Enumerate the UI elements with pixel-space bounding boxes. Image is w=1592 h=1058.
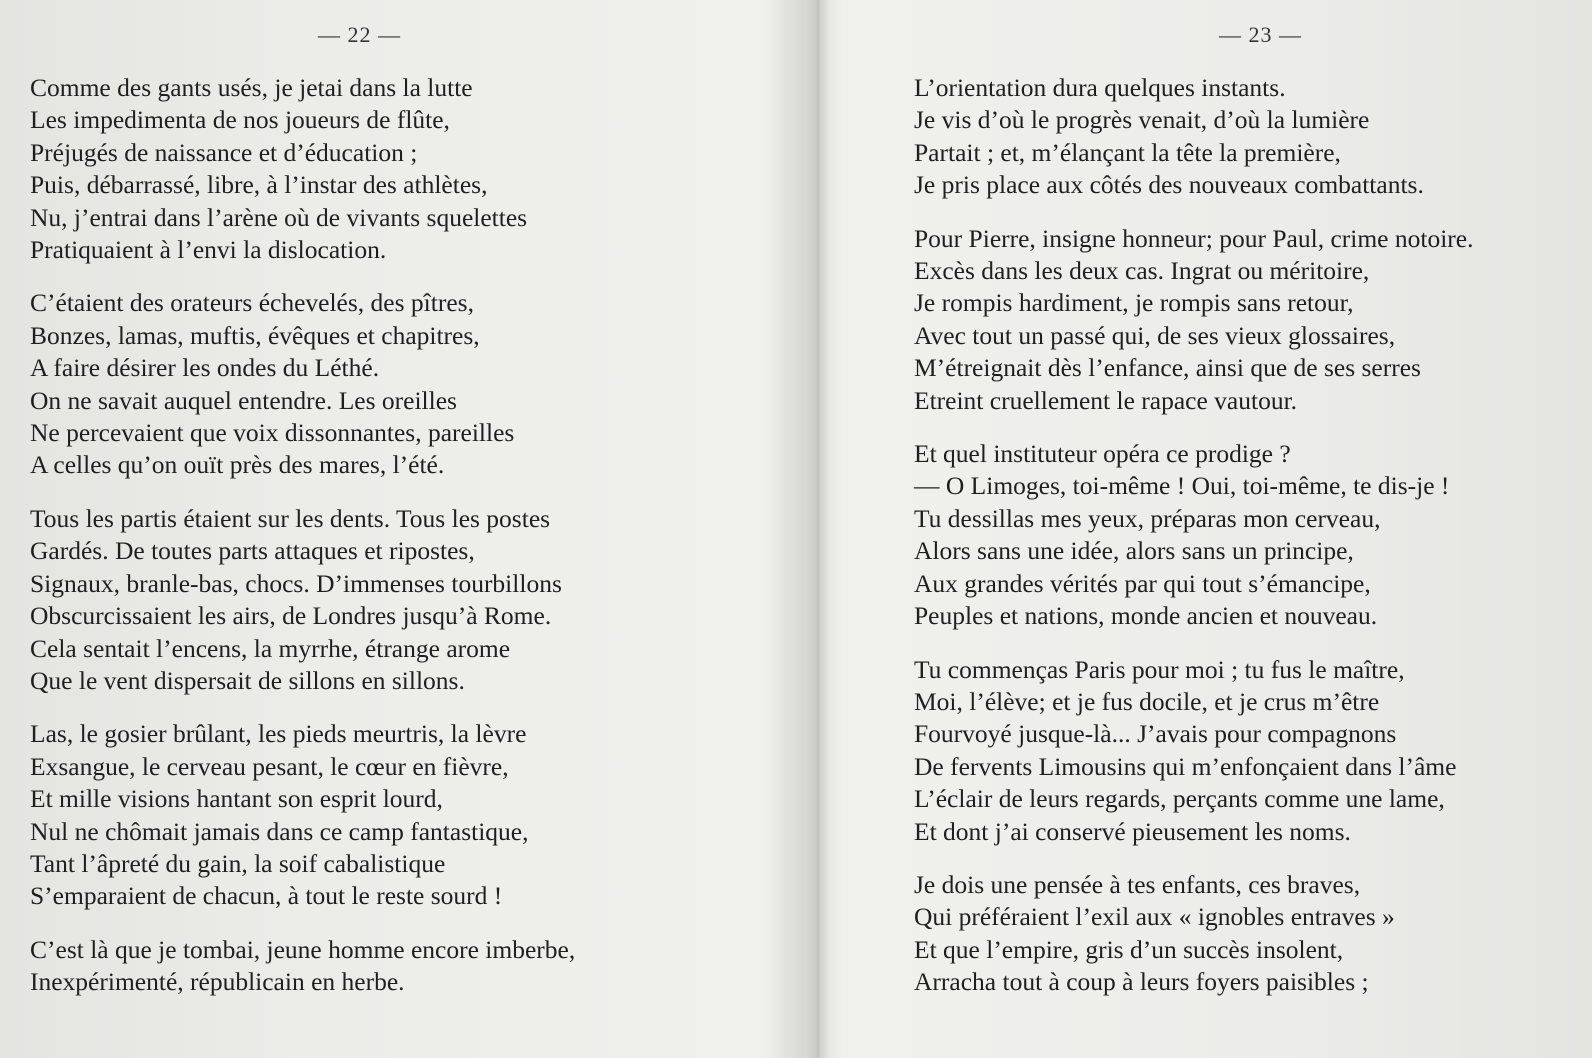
page-number-left: — 22 — <box>318 22 401 47</box>
stanza <box>30 503 818 697</box>
stanza <box>914 223 1592 417</box>
verse-line: Bonzes, lamas, muftis, évêques et chapitres, <box>30 320 480 350</box>
verse-line: S’emparaient de chacun, à tout le reste sourd ! <box>30 881 503 911</box>
verse-line: Fourvoyé jusque-là... J’avais pour compagnons <box>914 719 1397 749</box>
stanza <box>30 718 818 912</box>
verse-line: Moi, l’élève; et je fus docile, et je crus m’être <box>914 686 1380 716</box>
verse-line: Tu dessillas mes yeux, préparas mon cerveau, <box>914 503 1381 533</box>
stanza <box>30 72 818 266</box>
verse-line: A faire désirer les ondes du Léthé. <box>30 353 380 383</box>
verse-line: Comme des gants usés, je jetai dans la lutte <box>30 73 473 102</box>
verse-line: Je dois une pensée à tes enfants, ces braves, <box>914 869 1361 899</box>
verse-line: L’éclair de leurs regards, perçants comme une lame, <box>914 784 1445 814</box>
verse-line: Peuples et nations, monde ancien et nouveau. <box>914 601 1378 631</box>
verse-line: Préjugés de naissance et d’éducation ; <box>30 137 418 167</box>
verse-line: Et quel instituteur opéra ce prodige ? <box>914 439 1291 469</box>
poem-left <box>0 72 818 1020</box>
verse-line: Excès dans les deux cas. Ingrat ou méritoire, <box>914 256 1370 286</box>
stanza <box>914 869 1592 999</box>
stanza <box>914 72 1592 202</box>
verse-line: Obscurcissaient les airs, de Londres jusqu’à Rome. <box>30 601 552 631</box>
stanza <box>914 438 1592 632</box>
verse-line: Signaux, branle-bas, chocs. D’immenses tourbillons <box>30 568 562 598</box>
verse-line: Gardés. De toutes parts attaques et ripostes, <box>30 536 475 566</box>
verse-line: Arracha tout à coup à leurs foyers paisibles ; <box>914 967 1369 997</box>
verse-line: Que le vent dispersait de sillons en sillons. <box>30 665 465 695</box>
verse-line: C’est là que je tombai, jeune homme encore imberbe, <box>30 934 576 964</box>
verse-line: C’étaient des orateurs échevelés, des pîtres, <box>30 288 474 318</box>
verse-line: Qui préféraient l’exil aux « ignobles entraves » <box>914 902 1395 932</box>
verse-line: Tant l’âpreté du gain, la soif cabalistique <box>30 848 446 878</box>
verse-line: On ne savait auquel entendre. Les oreilles <box>30 385 457 415</box>
verse-line: Tous les partis étaient sur les dents. Tous les postes <box>30 503 551 533</box>
right-page <box>818 0 1592 1058</box>
verse-line: Je pris place aux côtés des nouveaux combattants. <box>914 170 1424 200</box>
stanza <box>30 934 818 999</box>
verse-line: Ne percevaient que voix dissonnantes, pareilles <box>30 418 515 448</box>
poem-right <box>818 72 1592 1020</box>
verse-line: Puis, débarrassé, libre, à l’instar des athlètes, <box>30 170 488 200</box>
verse-line: L’orientation dura quelques instants. <box>914 73 1286 102</box>
verse-line: Pour Pierre, insigne honneur; pour Paul, crime notoire. <box>914 223 1474 253</box>
verse-line: Avec tout un passé qui, de ses vieux glossaires, <box>914 320 1396 350</box>
verse-line: Et que l’empire, gris d’un succès insolent, <box>914 934 1344 964</box>
verse-line: Et dont j’ai conservé pieusement les noms. <box>914 816 1351 846</box>
verse-line: Je vis d’où le progrès venait, d’où la lumière <box>914 105 1370 135</box>
verse-line: Pratiquaient à l’envi la dislocation. <box>30 235 387 265</box>
verse-line: Cela sentait l’encens, la myrrhe, étrange arome <box>30 633 511 663</box>
stanza <box>30 287 818 481</box>
verse-line: Nul ne chômait jamais dans ce camp fantastique, <box>30 816 529 846</box>
verse-line: Las, le gosier brûlant, les pieds meurtris, la lèvre <box>30 719 527 749</box>
verse-line: Etreint cruellement le rapace vautour. <box>914 385 1298 415</box>
verse-line: Je rompis hardiment, je rompis sans retour, <box>914 288 1354 318</box>
verse-line: Et mille visions hantant son esprit lourd, <box>30 784 443 814</box>
verse-line: M’étreignait dès l’enfance, ainsi que de ses serres <box>914 353 1421 383</box>
verse-line: A celles qu’on ouït près des mares, l’été. <box>30 450 445 480</box>
verse-line: Alors sans une idée, alors sans un principe, <box>914 536 1354 566</box>
verse-line: Partait ; et, m’élançant la tête la première, <box>914 137 1341 167</box>
verse-line: Les impedimenta de nos joueurs de flûte, <box>30 105 450 135</box>
page-number-right: — 23 — <box>1219 22 1302 47</box>
verse-line: De fervents Limousins qui m’enfonçaient dans l’âme <box>914 751 1457 781</box>
verse-line: Inexpérimenté, républicain en herbe. <box>30 967 405 997</box>
verse-line: Nu, j’entrai dans l’arène où de vivants squelettes <box>30 202 528 232</box>
verse-line: Aux grandes vérités par qui tout s’émancipe, <box>914 568 1371 598</box>
stanza <box>914 654 1592 848</box>
verse-line: Exsangue, le cerveau pesant, le cœur en fièvre, <box>30 751 509 781</box>
verse-line: — O Limoges, toi-même ! Oui, toi-même, te dis-je ! <box>914 471 1450 501</box>
verse-line: Tu commenças Paris pour moi ; tu fus le maître, <box>914 654 1405 684</box>
